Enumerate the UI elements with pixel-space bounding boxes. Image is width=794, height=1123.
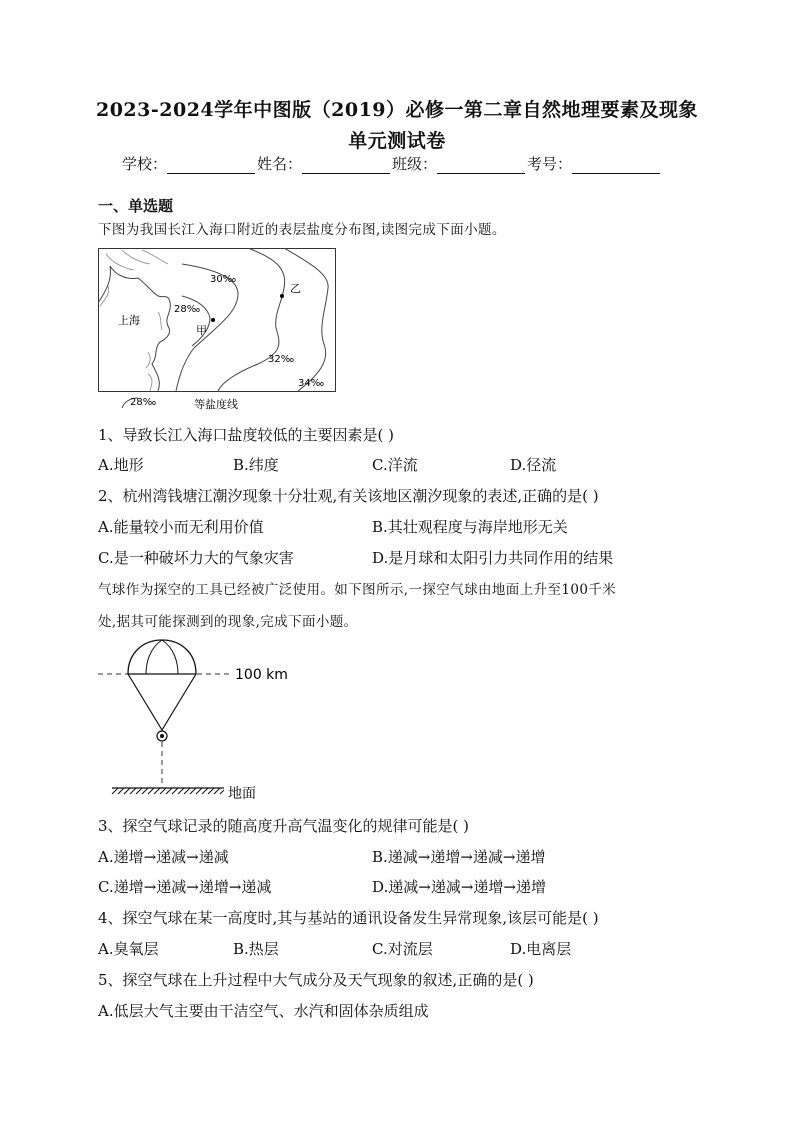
title-line-2: 单元测试卷 [348,130,446,152]
class-label: 班级： [392,155,438,173]
payload-center [160,734,164,738]
question-2-stem: 2、杭州湾钱塘江潮汐现象十分壮观,有关该地区潮汐现象的表述,正确的是( ) [98,487,599,505]
section-heading: 一、单选题 [98,197,174,215]
name-label: 姓名： [257,155,303,173]
legend-value: 28‰ [130,397,157,408]
balloon-diagram [98,638,338,804]
q4-option-d[interactable]: D.电离层 [510,940,572,958]
label-shanghai: 上海 [118,314,140,327]
salinity-map [98,248,338,412]
class-blank[interactable] [437,157,525,174]
ground-hatch [112,788,224,794]
q4-option-a[interactable]: A.臭氧层 [98,940,159,958]
legend-label: 等盐度线 [194,398,238,411]
q2-option-a[interactable]: A.能量较小而无利用价值 [98,518,264,536]
school-blank[interactable] [167,157,255,174]
label-28: 28‰ [174,304,201,315]
ground-label: 地面 [228,786,256,802]
q1-option-d[interactable]: D.径流 [510,456,557,474]
title-line-1: 2023-2024学年中图版（2019）必修一第二章自然地理要素及现象 [95,99,699,121]
school-label: 学校： [122,155,168,173]
question-3-stem: 3、探空气球记录的随高度升高气温变化的规律可能是( ) [98,817,470,835]
label-34: 34‰ [298,378,325,389]
q3-option-c[interactable]: C.递增→递减→递增→递减 [98,878,272,896]
q3-option-d[interactable]: D.递减→递减→递增→递增 [372,878,546,896]
point-jia [211,318,215,322]
intro-1: 下图为我国长江入海口附近的表层盐度分布图,读图完成下面小题。 [98,222,506,238]
q1-option-a[interactable]: A.地形 [98,456,144,474]
q5-option-a[interactable]: A.低层大气主要由干洁空气、水汽和固体杂质组成 [98,1002,429,1020]
q4-option-c[interactable]: C.对流层 [372,940,433,958]
exam-number-label: 考号： [527,155,573,173]
balloon-canopy [128,640,196,674]
question-4-stem: 4、探空气球在某一高度时,其与基站的通讯设备发生异常现象,该层可能是( ) [98,909,599,927]
q3-option-a[interactable]: A.递增→递减→递减 [98,848,229,866]
question-1-stem: 1、导致长江入海口盐度较低的主要因素是( ) [98,426,395,444]
q4-option-b[interactable]: B.热层 [233,940,279,958]
intro-2-line-1: 气球作为探空的工具已经被广泛使用。如下图所示,一探空气球由地面上升至100千米 [98,582,617,598]
q2-option-c[interactable]: C.是一种破坏力大的气象灾害 [98,549,294,567]
q1-option-b[interactable]: B.纬度 [233,456,279,474]
point-yi [280,294,284,298]
student-info-row [122,153,662,174]
label-jia: 甲 [196,324,207,337]
intro-2-line-2: 处,据其可能探测到的现象,完成下面小题。 [98,614,358,630]
exam-number-blank[interactable] [572,157,660,174]
name-blank[interactable] [302,157,390,174]
suspension-lines [128,674,196,730]
q2-option-d[interactable]: D.是月球和太阳引力共同作用的结果 [372,549,614,567]
label-32: 32‰ [268,354,295,365]
question-5-stem: 5、探空气球在上升过程中大气成分及天气现象的叙述,正确的是( ) [98,971,534,989]
q1-option-c[interactable]: C.洋流 [372,456,418,474]
altitude-label: 100 km [235,667,288,683]
q3-option-b[interactable]: B.递减→递增→递减→递增 [372,848,546,866]
label-yi: 乙 [290,282,301,295]
label-30: 30‰ [210,274,237,285]
q2-option-b[interactable]: B.其壮观程度与海岸地形无关 [372,518,568,536]
